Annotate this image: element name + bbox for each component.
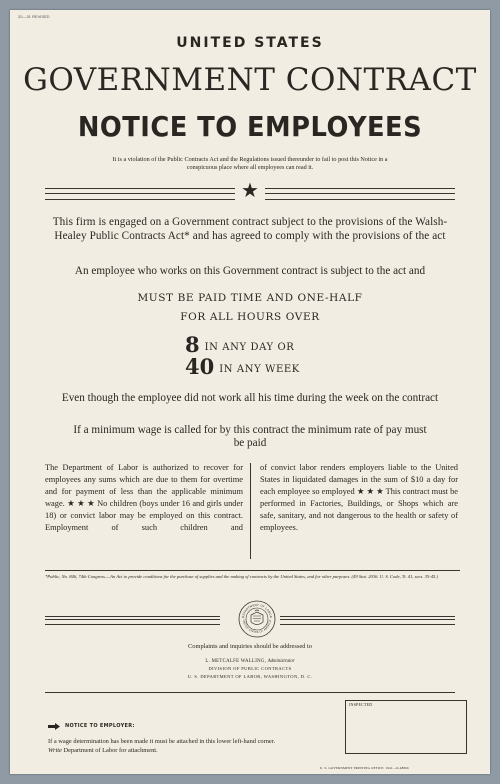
star-icon: ★ [241, 180, 259, 202]
for-all-hours: FOR ALL HOURS OVER [180, 311, 320, 323]
hours-week-number: 40 [185, 354, 215, 379]
minimum-wage-paragraph: If a minimum wage is called for by this contract the minimum rate of pay must be paid [73, 424, 427, 449]
hours-day-label: IN ANY DAY OR [204, 342, 295, 353]
hours-week-label: IN ANY WEEK [219, 364, 300, 375]
header-government-contract: GOVERNMENT CONTRACT [23, 62, 477, 98]
wage-text-part2: Department of Labor for attachment. [61, 747, 158, 754]
department-of-labor-seal-icon [238, 600, 276, 638]
star-divider [45, 180, 455, 202]
hours-per-week [185, 354, 300, 379]
printer-imprint: U. S. GOVERNMENT PRINTING OFFICE: 1941—O-48866 [320, 766, 409, 770]
seal-text-bottom: UNITED STATES OF AMERICA [241, 619, 273, 635]
paragraph-employee-subject: An employee who works on this Government contract is subject to the act and [74, 265, 426, 277]
inspected-label: INSPECTED [349, 702, 373, 707]
seal-text-top: DEPARTMENT OF LABOR [240, 602, 273, 619]
seal-rules-right [280, 616, 455, 625]
seal-rules-left [45, 616, 220, 625]
poster [10, 10, 490, 774]
complaints-text: Complaints and inquiries should be addressed to [188, 643, 312, 650]
must-be-paid: MUST BE PAID TIME AND ONE-HALF [137, 292, 363, 304]
header-notice-to-employees: NOTICE TO EMPLOYEES [77, 110, 423, 143]
column-divider [250, 463, 251, 559]
division-line: DIVISION OF PUBLIC CONTRACTS [208, 666, 292, 671]
even-though-paragraph: Even though the employee did not work all his time during the week on the contract [61, 392, 439, 404]
column-right-text: of convict labor renders employers liable to the United States in liquidated damages in the sum of $10 a day for each employee so employed ★ ★ ★ This contract must be performed in Factories, Buildings, or Shops which are safe, sanitary, and not dangerous to the health or safety of employees. [260, 463, 458, 532]
hours-day-number: 8 [185, 332, 200, 357]
wage-determination-text [48, 737, 278, 755]
wage-text-write: Write [48, 747, 62, 754]
divider-rules-right [265, 188, 455, 200]
arrow-right-icon [48, 723, 60, 730]
header-united-states: UNITED STATES [176, 35, 324, 51]
administrator-line [10, 658, 490, 665]
violation-notice: It is a violation of the Public Contracts Act and the Regulations issued thereunder to fail to post this Notice in a conspicuous place where all employees can read it. [112, 156, 388, 171]
administrator-title: Administrator [267, 659, 295, 664]
paragraph-firm-engaged: This firm is engaged on a Government contract subject to the provisions of the Walsh-Healey Public Contracts Act* and has agreed to comply with the provisions of the act [52, 216, 448, 242]
seal-divider [45, 600, 455, 644]
wage-text-part1: If a wage determination has been made it must be attached in this lower left-hand corner. [48, 738, 276, 745]
administrator-name: L. METCALFE WALLING, [205, 659, 267, 664]
form-number: 20—31 REVISED [18, 14, 50, 19]
footnote: *Public, No. 846, 74th Congress.—An Act to provide conditions for the purchase of supplies and the making of contracts by the United States, and for other purposes. (49 Stat. 2036. U. S. Code, Ti. 41, secs. 35-45.) [45, 570, 460, 581]
inspected-box [345, 700, 467, 754]
department-line: U. S. DEPARTMENT OF LABOR, WASHINGTON, D. C. [187, 674, 313, 679]
notice-to-employer-heading: NOTICE TO EMPLOYER: [65, 723, 135, 729]
column-left-text: The Department of Labor is authorized to recover for employees any sums which are due to them for overtime and for payment of less than the applicable minimum wage. ★ ★ ★ No children (boys under 16 and girls under 18) or convict labor may be employed on this contract. Employment of such children and [45, 463, 243, 532]
bottom-rule [45, 692, 455, 693]
